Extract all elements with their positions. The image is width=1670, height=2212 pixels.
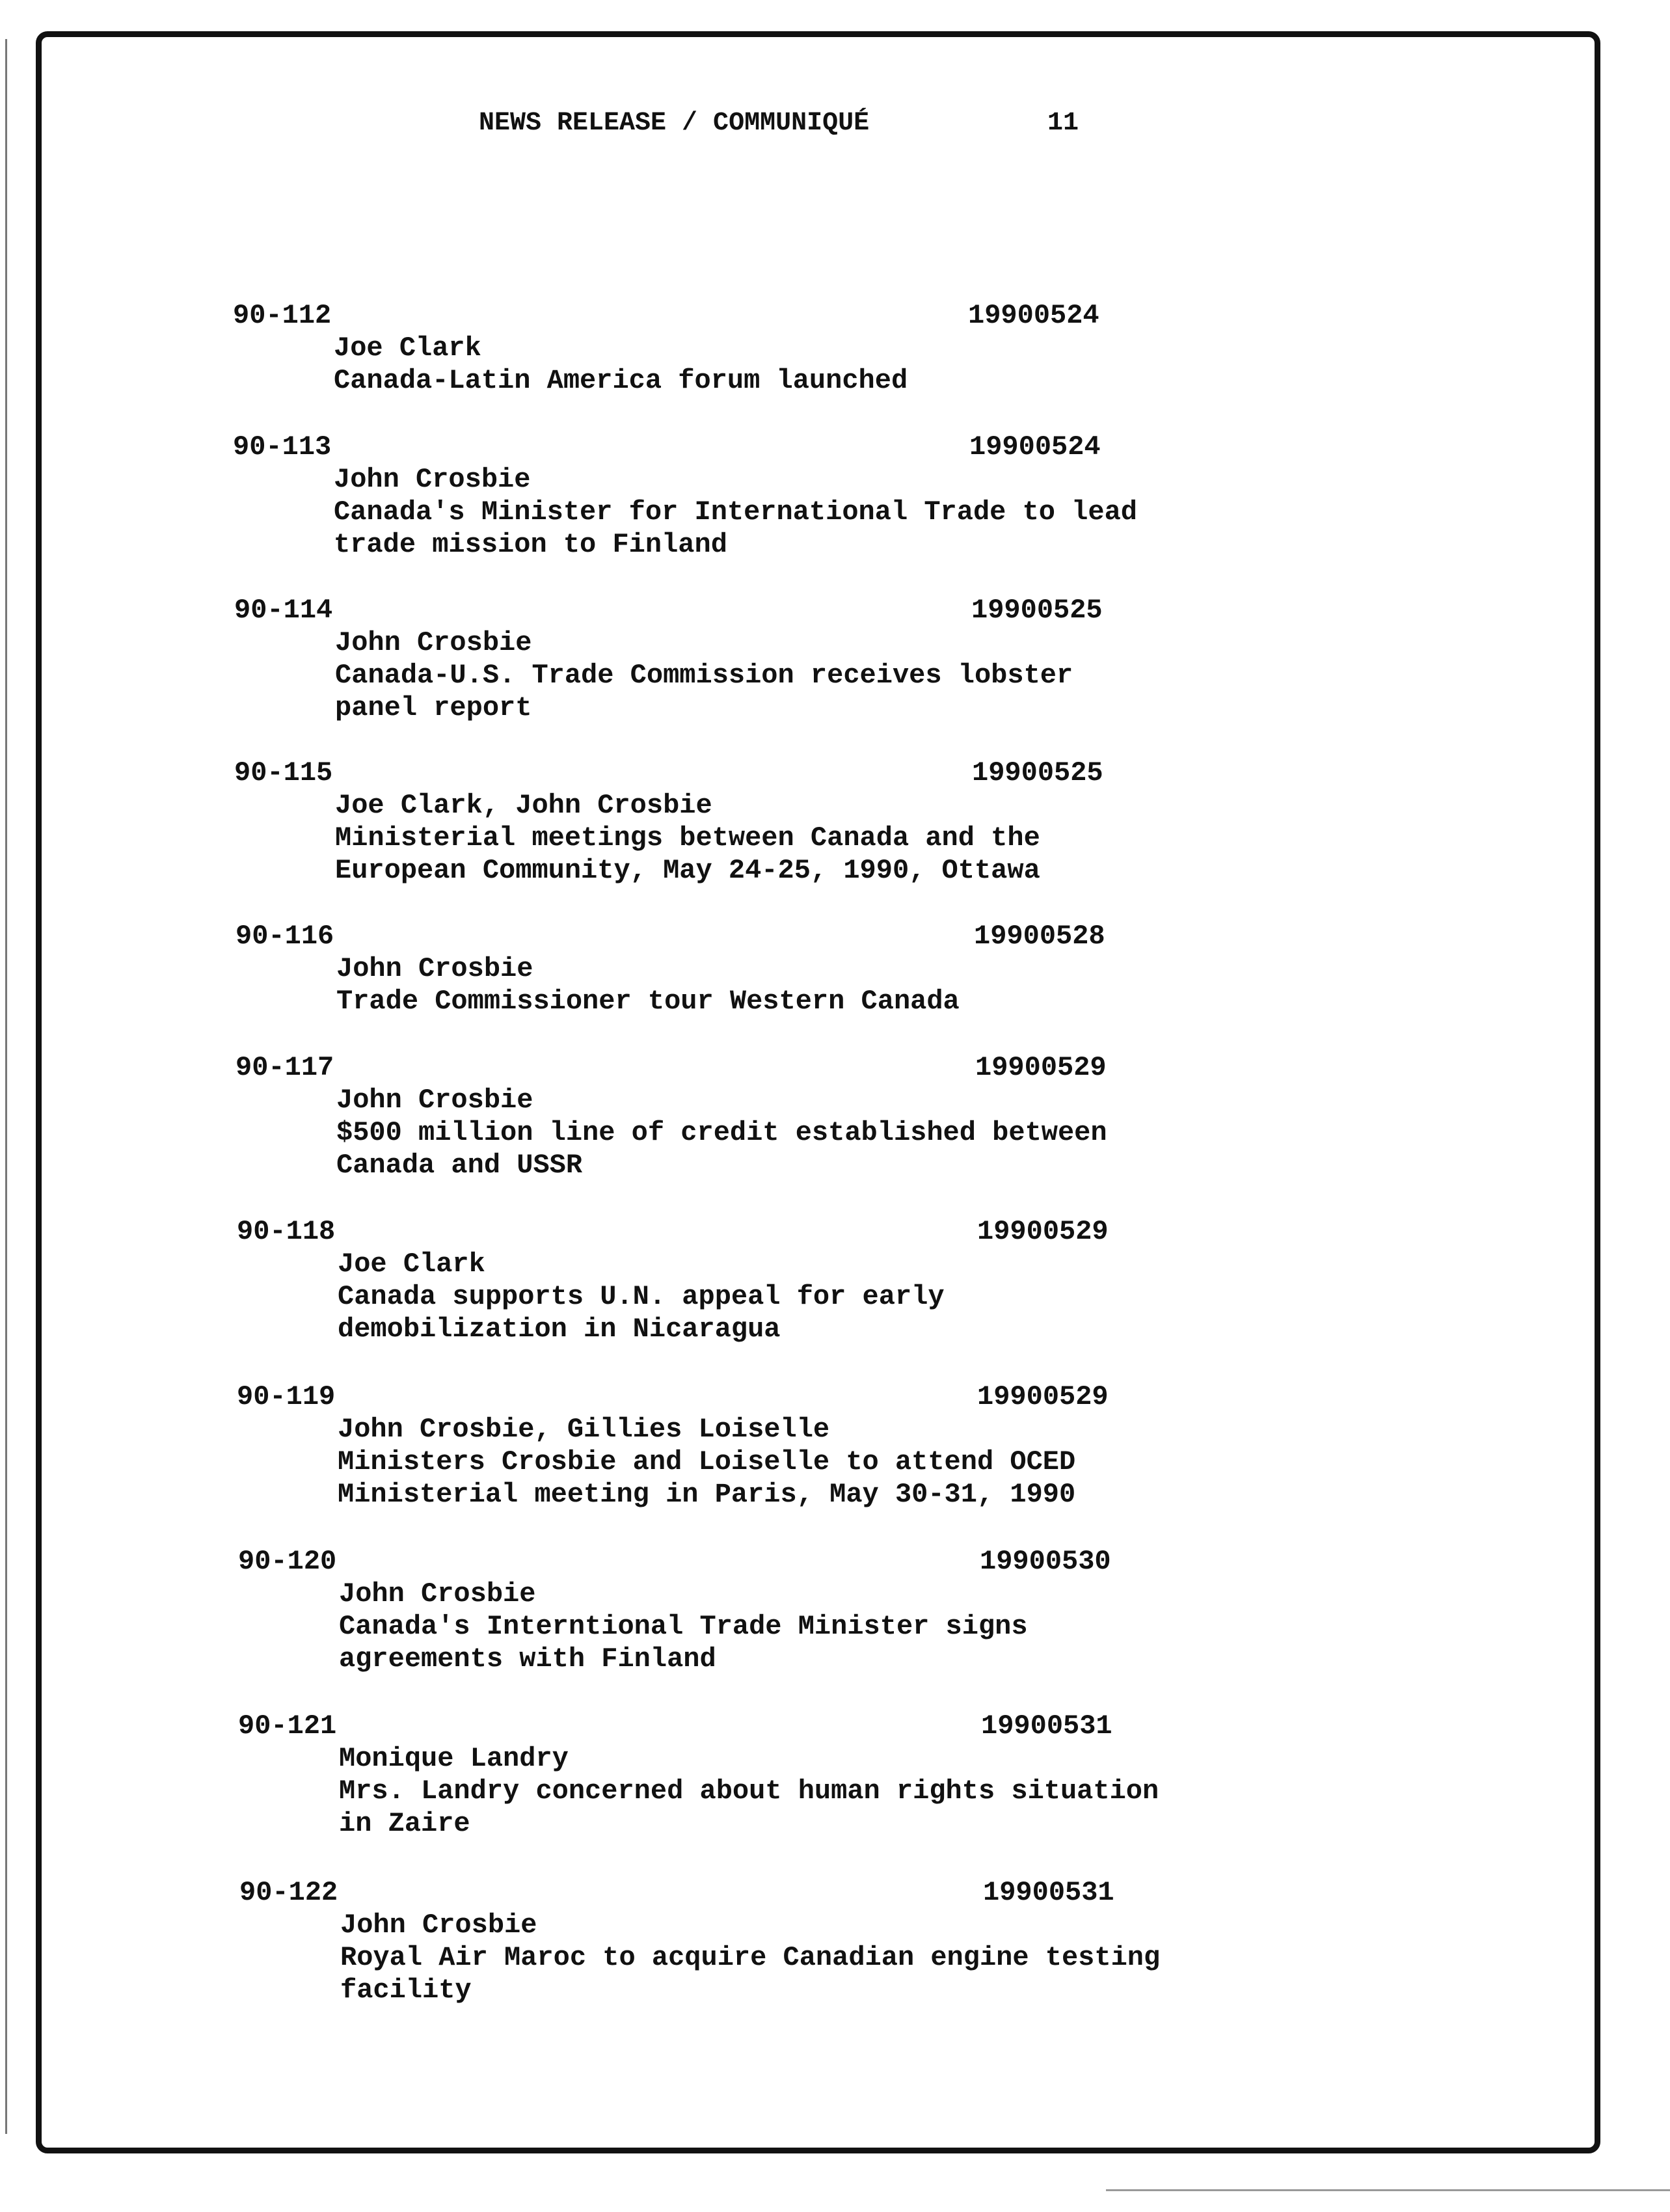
release-entry: [234, 757, 1210, 887]
release-entry: [237, 1381, 1213, 1511]
release-date: 19900524: [968, 300, 1099, 331]
release-number: 90-114: [234, 595, 333, 626]
page-number: 11: [1047, 109, 1079, 138]
release-number: 90-117: [236, 1052, 334, 1083]
release-author: John Crosbie: [339, 1578, 536, 1610]
release-date: 19900525: [971, 595, 1103, 626]
release-author: John Crosbie: [336, 1085, 533, 1116]
binding-edge: [5, 39, 7, 2134]
release-entry: [236, 920, 1211, 1018]
release-title-line: Canada's Minister for International Trade to lead: [334, 496, 1138, 528]
release-entry: [237, 1215, 1213, 1345]
release-entry: [233, 431, 1209, 561]
release-date: 19900529: [977, 1381, 1109, 1412]
release-title-line: panel report: [335, 692, 532, 723]
release-number: 90-119: [237, 1381, 336, 1412]
release-title-line: Ministerial meeting in Paris, May 30-31, 1990: [338, 1479, 1076, 1510]
release-date: 19900529: [975, 1052, 1107, 1083]
footer-rule: [1106, 2189, 1670, 2191]
release-entry: [239, 1876, 1215, 2006]
release-title-line: Canada-U.S. Trade Commission receives lobster: [335, 660, 1073, 691]
release-title-line: Mrs. Landry concerned about human rights situation: [339, 1775, 1159, 1807]
release-author: John Crosbie, Gillies Loiselle: [338, 1414, 830, 1445]
release-entry: [238, 1545, 1214, 1675]
release-title-line: trade mission to Finland: [334, 529, 727, 560]
release-date: 19900531: [981, 1710, 1112, 1742]
release-title-line: Canada supports U.N. appeal for early: [338, 1281, 945, 1312]
release-number: 90-118: [237, 1216, 336, 1247]
release-entry: [234, 594, 1210, 724]
release-date: 19900524: [969, 431, 1101, 463]
release-title-line: Canada and USSR: [336, 1150, 583, 1181]
release-number: 90-115: [234, 757, 333, 789]
release-title-line: Royal Air Maroc to acquire Canadian engine testing: [340, 1942, 1161, 1973]
release-date: 19900528: [974, 921, 1105, 952]
release-entry: [233, 299, 1209, 397]
release-title-line: in Zaire: [339, 1808, 470, 1839]
release-author: John Crosbie: [335, 627, 532, 658]
release-author: Joe Clark, John Crosbie: [335, 790, 712, 821]
release-title-line: Canada-Latin America forum launched: [334, 365, 908, 396]
release-title-line: facility: [340, 1975, 472, 2006]
release-author: John Crosbie: [334, 464, 531, 495]
release-title-line: Canada's Interntional Trade Minister signs: [339, 1611, 1028, 1642]
release-number: 90-116: [236, 921, 334, 952]
release-author: John Crosbie: [340, 1909, 537, 1941]
release-author: John Crosbie: [336, 953, 533, 984]
release-number: 90-121: [238, 1710, 337, 1742]
header-title: NEWS RELEASE / COMMUNIQUÉ: [479, 109, 870, 138]
release-entry: [238, 1710, 1214, 1840]
release-number: 90-122: [239, 1877, 338, 1908]
page-header: [0, 104, 1670, 143]
release-number: 90-112: [233, 300, 332, 331]
release-date: 19900530: [980, 1546, 1111, 1577]
release-date: 19900531: [983, 1877, 1114, 1908]
release-author: Joe Clark: [338, 1248, 485, 1280]
release-title-line: $500 million line of credit established between: [336, 1117, 1107, 1148]
release-title-line: Trade Commissioner tour Western Canada: [336, 986, 960, 1017]
release-number: 90-113: [233, 431, 332, 463]
release-title-line: European Community, May 24-25, 1990, Ottawa: [335, 855, 1040, 886]
release-date: 19900525: [972, 757, 1103, 789]
release-date: 19900529: [977, 1216, 1109, 1247]
release-author: Monique Landry: [339, 1743, 569, 1774]
release-title-line: demobilization in Nicaragua: [338, 1314, 781, 1345]
release-entry: [236, 1051, 1211, 1181]
release-title-line: Ministerial meetings between Canada and the: [335, 822, 1040, 854]
release-title-line: agreements with Finland: [339, 1643, 716, 1675]
release-number: 90-120: [238, 1546, 337, 1577]
release-author: Joe Clark: [334, 332, 481, 364]
release-title-line: Ministers Crosbie and Loiselle to attend OCED: [338, 1446, 1076, 1477]
